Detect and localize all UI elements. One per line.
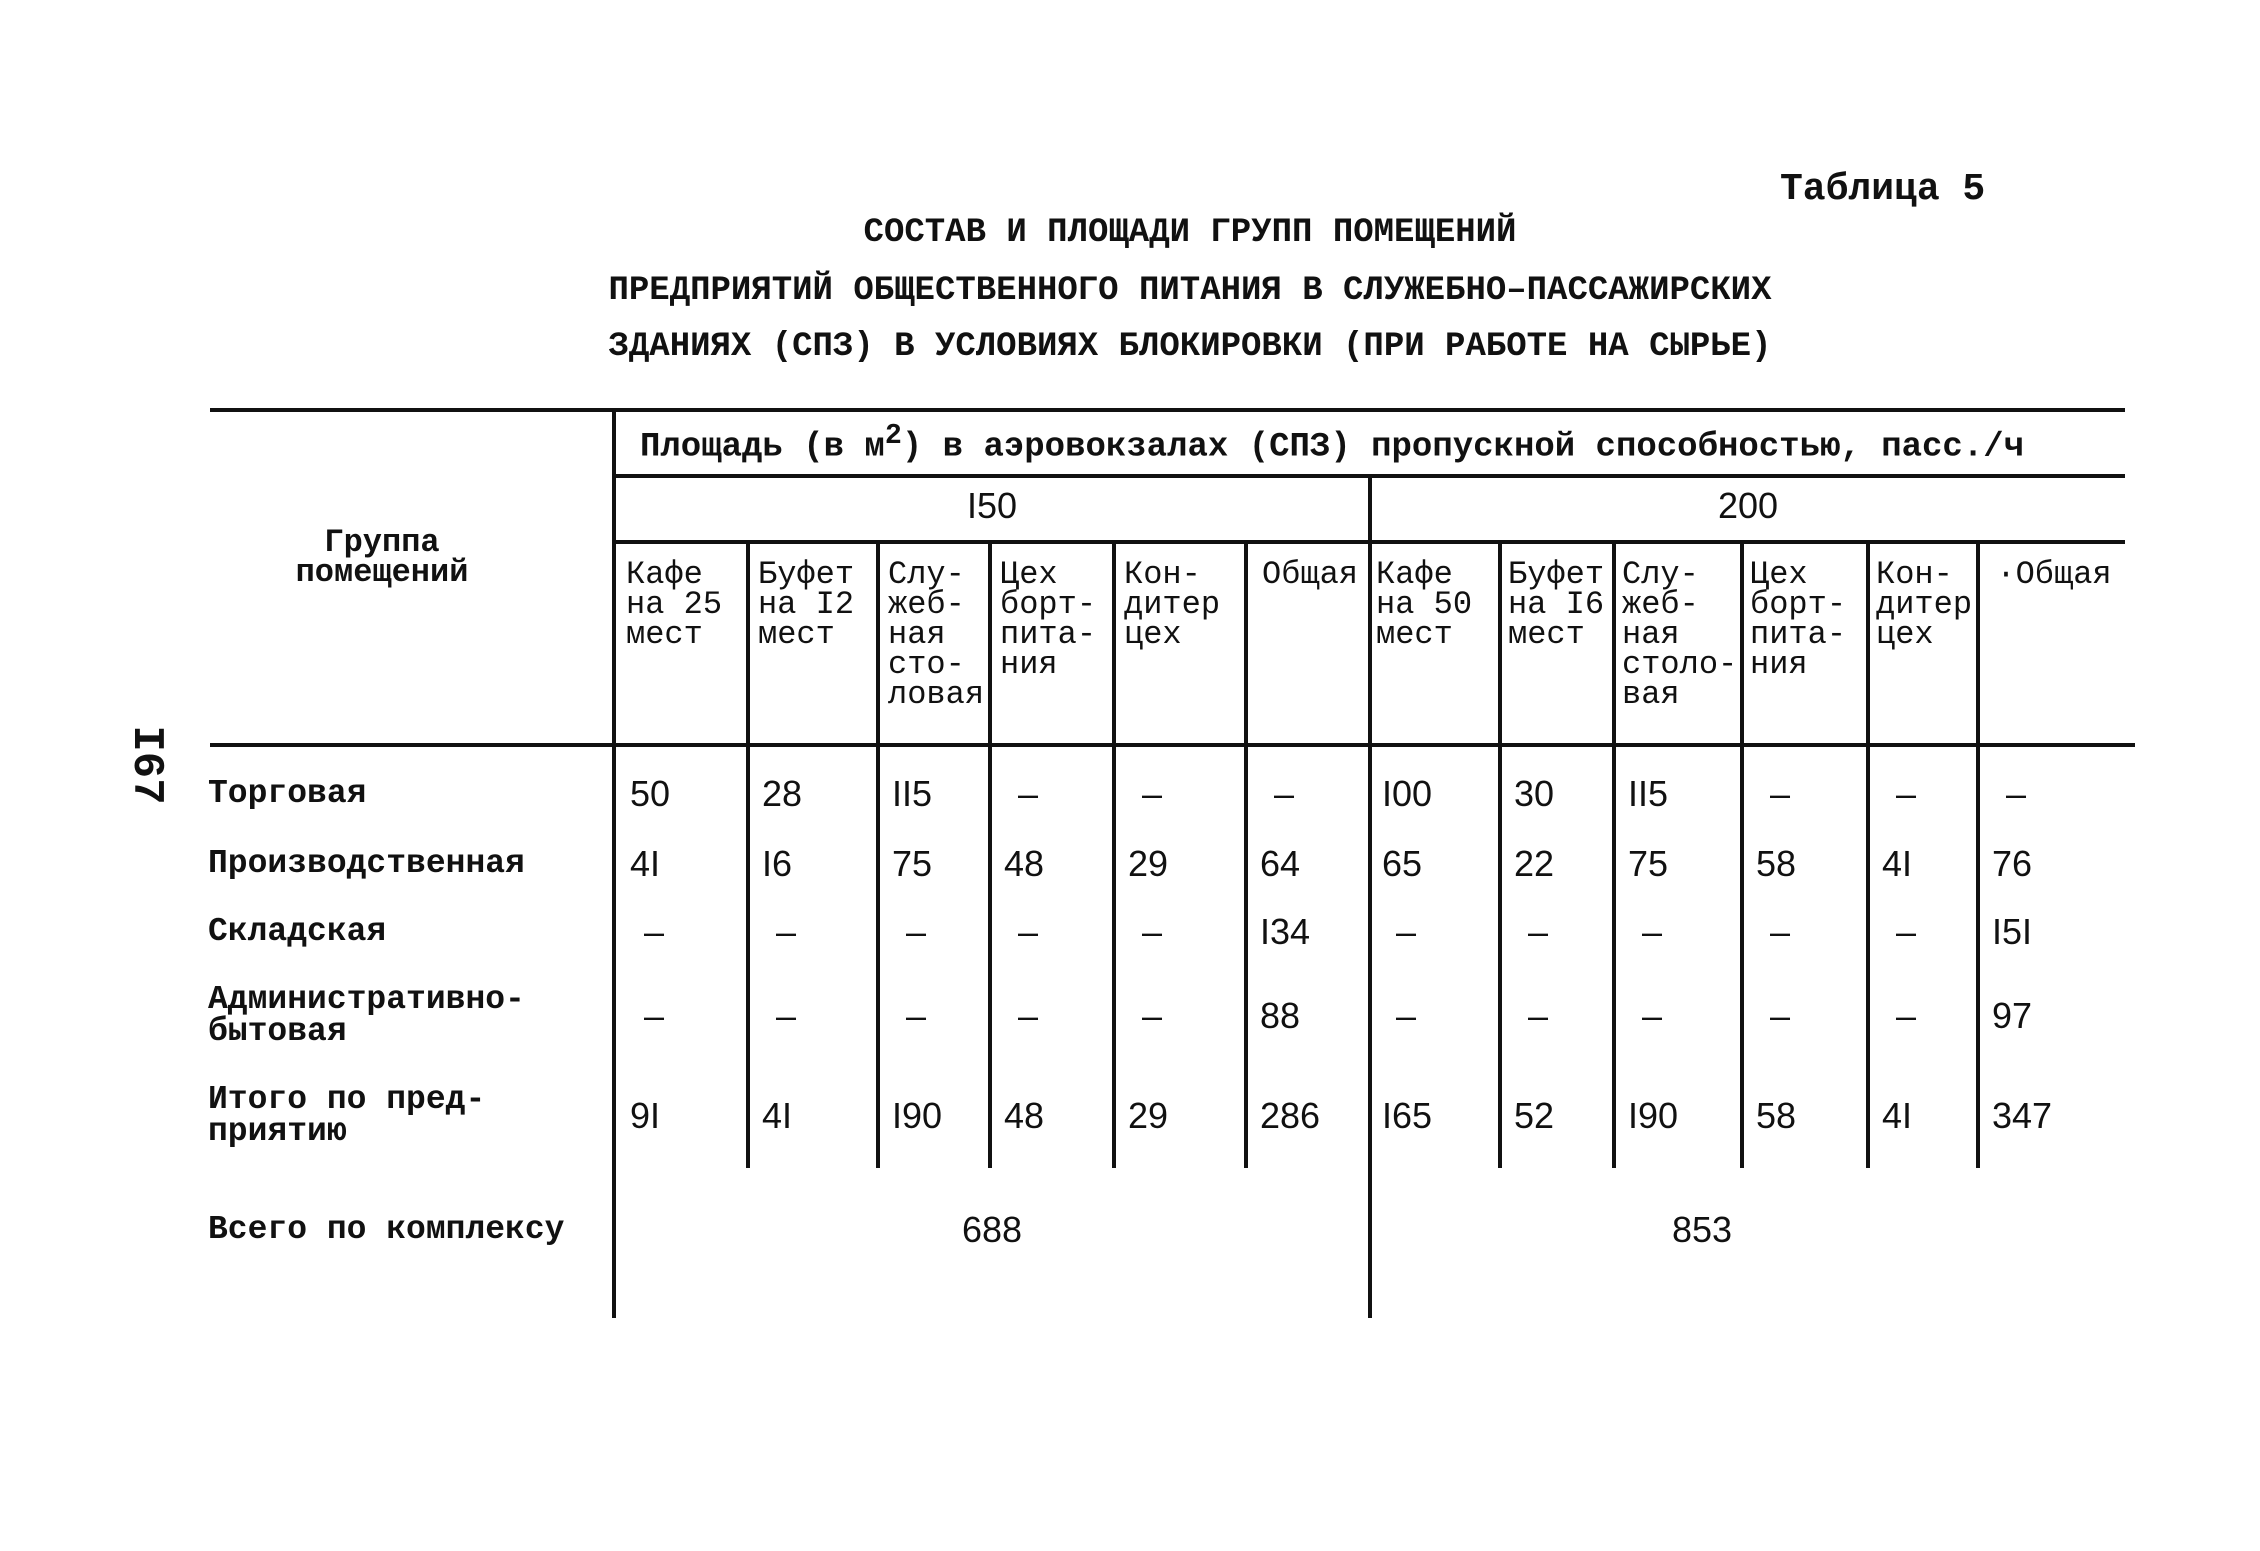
table-cell: I5I	[1992, 911, 2033, 952]
table-cell: –	[1770, 995, 1791, 1036]
column-header-150: Буфет на I2 мест	[758, 556, 855, 653]
table-cell: I6	[762, 843, 793, 884]
table-cell: 64	[1260, 843, 1301, 884]
first-column-rule	[612, 408, 616, 1318]
table-cell: –	[906, 995, 927, 1036]
table-cell: –	[1018, 773, 1039, 814]
table-cell: 28	[762, 773, 803, 814]
row-header: Группа помещений	[295, 524, 469, 591]
total-value-150: 688	[961, 1209, 1023, 1250]
area-header-superscript: 2	[884, 419, 902, 452]
title-line-3: ЗДАНИЯХ (СПЗ) В УСЛОВИЯХ БЛОКИРОВКИ (ПРИ РАБОТЕ НА СЫРЬЕ)	[608, 328, 1772, 366]
table-cell: II5	[892, 773, 933, 814]
table-cell: –	[1528, 995, 1549, 1036]
table-cell: 50	[630, 773, 671, 814]
table-cell: 4I	[762, 1095, 793, 1136]
total-row-name: Всего по комплексу	[208, 1211, 565, 1248]
table-cell: I34	[1260, 911, 1311, 952]
column-rule	[1112, 542, 1116, 1168]
table-cell: –	[1770, 911, 1791, 952]
column-header-200: Кафе на 50 мест	[1376, 556, 1473, 653]
table-cell: 4I	[1882, 1095, 1913, 1136]
table-cell: I00	[1382, 773, 1433, 814]
column-rule	[1866, 542, 1870, 1168]
column-rule	[746, 542, 750, 1168]
table-cell: –	[2006, 773, 2027, 814]
title-line-2: ПРЕДПРИЯТИЙ ОБЩЕСТВЕННОГО ПИТАНИЯ В СЛУЖЕБНО–ПАССАЖИРСКИХ	[608, 272, 1772, 310]
table-cell: 58	[1756, 1095, 1797, 1136]
table-cell: –	[776, 911, 797, 952]
table-cell: 4I	[1882, 843, 1913, 884]
table-cell: 76	[1992, 843, 2033, 884]
table-cell: 347	[1992, 1095, 2053, 1136]
capacity-group-200: 200	[1717, 485, 1779, 526]
table-cell: –	[1896, 773, 1917, 814]
table-cell: –	[1896, 911, 1917, 952]
table-cell: –	[644, 911, 665, 952]
row-name: Торговая	[208, 775, 367, 812]
table-cell: –	[1770, 773, 1791, 814]
area-header-suffix: ) в аэровокзалах (СПЗ) пропускной способностью, пасс./ч	[901, 428, 2025, 467]
column-rule	[1244, 542, 1248, 1168]
group-separator-rule	[1368, 476, 1372, 1318]
table-cell: –	[1142, 773, 1163, 814]
table-cell: 65	[1382, 843, 1423, 884]
column-header-200: Кон- дитер цех	[1876, 556, 1973, 653]
column-header-200: Цех борт- пита- ния	[1750, 556, 1847, 683]
column-rule	[1498, 542, 1502, 1168]
row-name: Итого по пред- приятию	[208, 1081, 486, 1150]
table-cell: –	[1018, 995, 1039, 1036]
table-cell: –	[1528, 911, 1549, 952]
table-cell: 30	[1514, 773, 1555, 814]
table-cell: I65	[1382, 1095, 1433, 1136]
column-header-200: Буфет на I6 мест	[1508, 556, 1605, 653]
column-header-150: Слу- жеб- ная сто- ловая	[888, 556, 985, 713]
header-bottom-rule	[210, 743, 2135, 747]
capacity-group-150: I50	[966, 485, 1018, 526]
table-cell: 286	[1260, 1095, 1321, 1136]
table-cell: 4I	[630, 843, 661, 884]
table-cell: –	[1018, 911, 1039, 952]
table-cell: –	[1642, 911, 1663, 952]
total-value-200: 853	[1671, 1209, 1733, 1250]
column-rule	[876, 542, 880, 1168]
table-cell: –	[1642, 995, 1663, 1036]
table-cell: I90	[892, 1095, 943, 1136]
table-cell: –	[776, 995, 797, 1036]
title-line-1: СОСТАВ И ПЛОЩАДИ ГРУПП ПОМЕЩЕНИЙ	[863, 214, 1517, 252]
column-header-200: Слу- жеб- ная столо- вая	[1622, 556, 1738, 713]
table-cell: –	[1396, 911, 1417, 952]
table-cell: 29	[1128, 843, 1169, 884]
table-cell: 52	[1514, 1095, 1555, 1136]
table-cell: II5	[1628, 773, 1669, 814]
column-header-150: Кафе на 25 мест	[626, 556, 723, 653]
table-cell: 75	[1628, 843, 1669, 884]
table-cell: 29	[1128, 1095, 1169, 1136]
table-cell: –	[1274, 773, 1295, 814]
column-rule	[1740, 542, 1744, 1168]
table-cell: 9I	[630, 1095, 661, 1136]
row-name: Административно- бытовая	[208, 981, 525, 1050]
area-header-prefix: Площадь (в м	[640, 428, 885, 467]
column-header-150: Кон- дитер цех	[1124, 556, 1221, 653]
table-cell: 58	[1756, 843, 1797, 884]
table-cell: –	[1396, 995, 1417, 1036]
table-cell: 88	[1260, 995, 1301, 1036]
column-header-150: Общая	[1261, 556, 1358, 593]
table-cell: 75	[892, 843, 933, 884]
row-name: Производственная	[208, 845, 525, 882]
table-label: Таблица 5	[1780, 168, 1986, 211]
table-cell: 48	[1004, 1095, 1045, 1136]
column-header-150: Цех борт- пита- ния	[1000, 556, 1097, 683]
table-cell: 48	[1004, 843, 1045, 884]
table-cell: –	[906, 911, 927, 952]
row-name: Складская	[208, 913, 387, 950]
table-cell: 22	[1514, 843, 1555, 884]
column-header-200: ·Общая	[1996, 556, 2112, 593]
table-cell: I90	[1628, 1095, 1679, 1136]
table-cell: –	[1142, 911, 1163, 952]
page-number: I67	[121, 725, 171, 805]
table-cell: –	[1142, 995, 1163, 1036]
table-cell: –	[1896, 995, 1917, 1036]
table-cell: 97	[1992, 995, 2033, 1036]
area-header	[640, 419, 2120, 467]
table-top-rule	[210, 408, 2125, 412]
table-cell: –	[644, 995, 665, 1036]
